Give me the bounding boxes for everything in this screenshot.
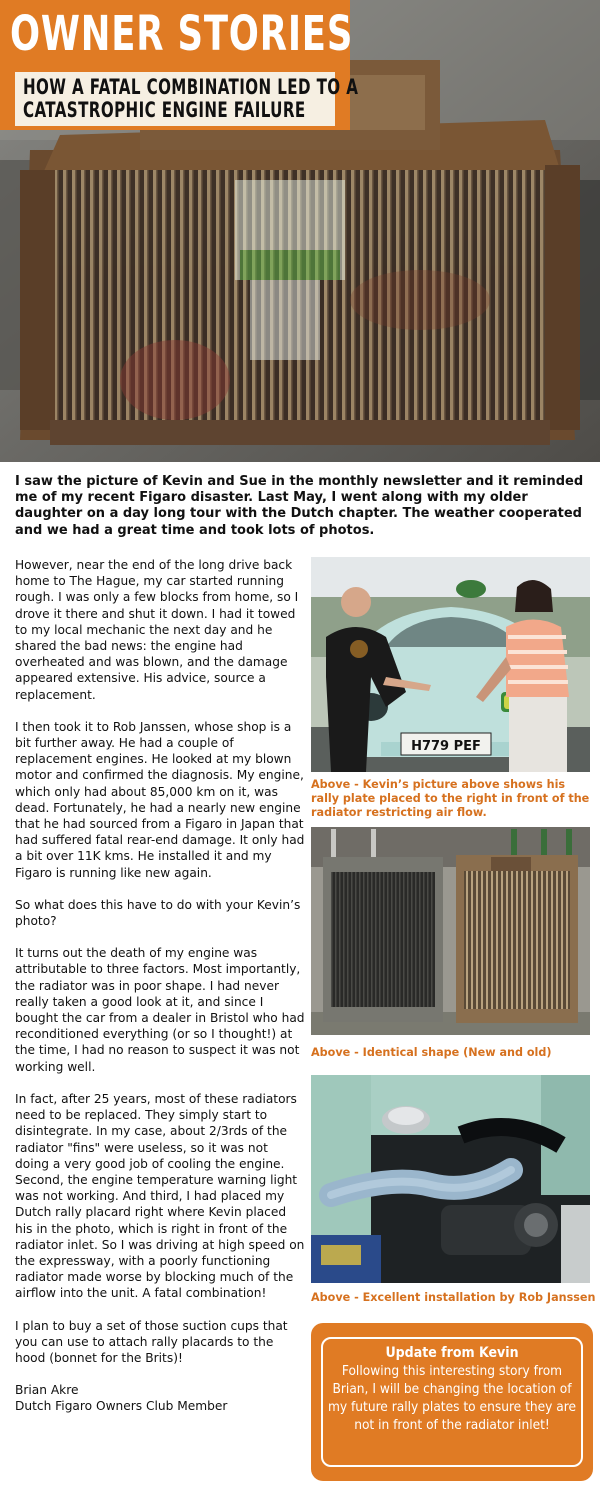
body-paragraph-4: It turns out the death of my engine was attributable to three factors. Most importantly, the radiator was in poor shape. I had never really taken a good look at it, and since I bought the car from a dealer in Bristol who had reconditioned everything (or so I thought!) at the time, I had no reason to suspect it was not working well.	[15, 946, 305, 1074]
subtitle-line-1: HOW A FATAL COMBINATION LED TO A	[23, 75, 359, 99]
body-paragraph-5: In fact, after 25 years, most of these radiators need to be replaced. They simply start to disintegrate. In my case, about 2/3rds of the radiator "fins" were useless, so it was not doing a very good job of cooling the engine. Second, the engine temperature warning light was not working. And third, I had placed my Dutch rally placard right where Kevin placed his in the photo, which is right in front of the radiator inlet. So I was driving at high speed on the expressway, with a poorly functioning radiator made worse by blocking much of the airflow into the unit. A fatal combination!	[15, 1091, 305, 1301]
caption-kevin-photo: Above - Kevin’s picture above shows his rally plate placed to the right in front of the radiator restricting air flow.	[311, 778, 590, 819]
subtitle-box	[15, 72, 359, 126]
body-paragraph-1: However, near the end of the long drive back home to The Hague, my car started running rough. I was only a few blocks from home, so I drove it there and shut it down. I had it towed to my local mechanic the next day and he shared the bad news: the engine had overheated and was blown, and the damage appeared extensive. His advice, source a replacement.	[15, 558, 299, 702]
update-title: Update from Kevin	[385, 1345, 519, 1361]
subtitle-line-2: CATASTROPHIC ENGINE FAILURE	[23, 98, 306, 122]
radiators-photo	[311, 827, 590, 1035]
kevin-sue-photo	[311, 557, 590, 772]
article-body	[15, 557, 305, 1415]
intro-paragraph: I saw the picture of Kevin and Sue in the monthly newsletter and it reminded me of my recent Figaro disaster. Last May, I went along with my older daughter on a day long tour with the Dutch chapter. The weather cooperated and we had a great time and took lots of photos.	[15, 474, 584, 538]
update-box-inner	[321, 1337, 583, 1467]
hero-photo	[0, 0, 600, 462]
update-box	[311, 1323, 593, 1481]
body-paragraph-2: I then took it to Rob Janssen, whose shop is a bit further away. He had a couple of replacement engines. He looked at my blown motor and confirmed the diagnosis. My engine, which only had about 85,000 km on it, was dead. Fortunately, he had a nearly new engine that he had sourced from a Figaro in Japan that had suffered fatal rear-end damage. It only had a bit over 11K kms. He installed it and my Figaro is running like new again.	[15, 719, 305, 880]
signature-name: Brian Akre	[15, 1383, 79, 1398]
update-body: Following this interesting story from Brian, I will be changing the location of my future rally plates to ensure they are not in front of the radiator inlet!	[327, 1363, 577, 1433]
signature-title: Dutch Figaro Owners Club Member	[15, 1399, 228, 1414]
page-title: OWNER STORIES	[10, 6, 354, 62]
number-plate-text: H779 PEF	[411, 739, 481, 754]
body-paragraph-6: I plan to buy a set of those suction cups that you can use to attach rally placards to the hood (bonnet for the Brits)!	[15, 1318, 288, 1365]
engine-bay-photo	[311, 1075, 590, 1283]
caption-radiators: Above - Identical shape (New and old)	[311, 1046, 552, 1059]
title-banner	[0, 0, 359, 130]
caption-installation: Above - Excellent installation by Rob Janssen	[311, 1291, 596, 1304]
body-paragraph-3: So what does this have to do with your Kevin’s photo?	[15, 897, 301, 929]
